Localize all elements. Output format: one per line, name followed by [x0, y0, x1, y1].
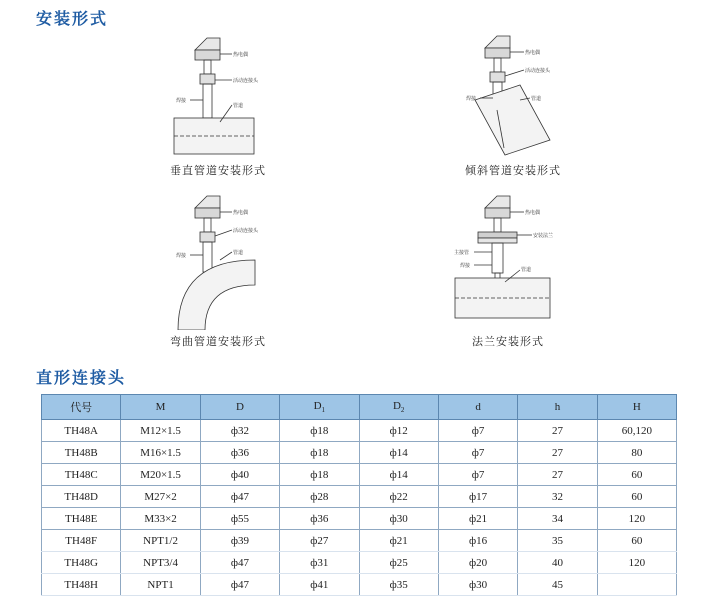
diagram-caption-flange: 法兰安装形式 — [472, 335, 544, 348]
cell-h-small: 40 — [518, 552, 597, 574]
cell-d1: ф18 — [280, 420, 359, 442]
cell-d2: ф25 — [359, 552, 438, 574]
header-d1: $D_1$ — [280, 395, 359, 420]
label-union: 活动连接头 — [233, 228, 259, 234]
cell-m: M12×1.5 — [121, 420, 200, 442]
label-pipe: 管道 — [233, 250, 244, 256]
cell-d2: ф35 — [359, 574, 438, 596]
cell-d: ф36 — [200, 442, 279, 464]
cell-code: TH48A — [42, 420, 121, 442]
cell-d: ф47 — [200, 552, 279, 574]
table-row — [42, 464, 677, 486]
curved-pipe-diagram — [160, 190, 280, 330]
cell-h-small: 34 — [518, 508, 597, 530]
cell-m: NPT1 — [121, 574, 200, 596]
table-row — [42, 486, 677, 508]
cell-small-d: ф17 — [438, 486, 517, 508]
label-thermocouple: 热电偶 — [525, 50, 541, 56]
flange-diagram — [440, 190, 570, 330]
label-weld: 焊接 — [176, 98, 187, 104]
cell-d: ф55 — [200, 508, 279, 530]
label-weld: 焊接 — [466, 96, 477, 102]
label-weld: 焊接 — [460, 263, 471, 269]
install-section-title: 安装形式 — [36, 9, 109, 28]
cell-m: M33×2 — [121, 508, 200, 530]
label-pipe: 管道 — [521, 267, 532, 273]
cell-small-d: ф30 — [438, 574, 517, 596]
cell-h: 120 — [597, 508, 676, 530]
label-thermocouple: 热电偶 — [525, 210, 541, 216]
cell-d2: ф21 — [359, 530, 438, 552]
diagram-caption-vertical: 垂直管道安装形式 — [170, 164, 266, 177]
header-small-d: d — [438, 395, 517, 420]
table-header-row — [42, 395, 677, 420]
cell-d: ф32 — [200, 420, 279, 442]
cell-small-d: ф20 — [438, 552, 517, 574]
header-h: H — [597, 395, 676, 420]
cell-d2: ф14 — [359, 464, 438, 486]
label-pipe: 管道 — [233, 103, 244, 109]
cell-d1: ф28 — [280, 486, 359, 508]
cell-code: TH48H — [42, 574, 121, 596]
cell-h-small: 35 — [518, 530, 597, 552]
table-row — [42, 420, 677, 442]
label-flange: 安装法兰 — [533, 233, 554, 239]
cell-code: TH48F — [42, 530, 121, 552]
table-row — [42, 508, 677, 530]
cell-d1: ф41 — [280, 574, 359, 596]
cell-small-d: ф7 — [438, 464, 517, 486]
cell-d1: ф31 — [280, 552, 359, 574]
joint-section-title: 直形连接头 — [36, 368, 127, 387]
cell-code: TH48B — [42, 442, 121, 464]
cell-code: TH48D — [42, 486, 121, 508]
diagram-caption-inclined: 倾斜管道安装形式 — [465, 164, 561, 177]
label-thermocouple: 热电偶 — [233, 52, 249, 58]
cell-code: TH48C — [42, 464, 121, 486]
label-weld: 焊接 — [176, 253, 187, 259]
cell-h-small: 45 — [518, 574, 597, 596]
cell-h: 60 — [597, 486, 676, 508]
header-h-small: h — [518, 395, 597, 420]
cell-h: 60,120 — [597, 420, 676, 442]
table-row — [42, 574, 677, 596]
cell-h-small: 32 — [518, 486, 597, 508]
cell-d2: ф14 — [359, 442, 438, 464]
cell-d1: ф27 — [280, 530, 359, 552]
cell-code: TH48E — [42, 508, 121, 530]
cell-m: NPT1/2 — [121, 530, 200, 552]
cell-d2: ф12 — [359, 420, 438, 442]
label-union: 活动连接头 — [233, 78, 259, 84]
cell-d2: ф22 — [359, 486, 438, 508]
cell-d: ф47 — [200, 486, 279, 508]
cell-d1: ф18 — [280, 464, 359, 486]
header-d: D — [200, 395, 279, 420]
cell-d: ф39 — [200, 530, 279, 552]
cell-m: NPT3/4 — [121, 552, 200, 574]
cell-d: ф47 — [200, 574, 279, 596]
cell-h: 80 — [597, 442, 676, 464]
header-code: 代号 — [42, 395, 121, 420]
cell-h: 60 — [597, 464, 676, 486]
cell-h-small: 27 — [518, 442, 597, 464]
cell-d2: ф30 — [359, 508, 438, 530]
cell-d: ф40 — [200, 464, 279, 486]
label-thermocouple: 热电偶 — [233, 210, 249, 216]
diagram-caption-curved: 弯曲管道安装形式 — [170, 335, 266, 348]
cell-small-d: ф16 — [438, 530, 517, 552]
cell-small-d: ф7 — [438, 442, 517, 464]
cell-h-small: 27 — [518, 420, 597, 442]
table-row — [42, 530, 677, 552]
cell-h: 120 — [597, 552, 676, 574]
label-pipe: 管道 — [531, 96, 542, 102]
label-union: 活动连接头 — [525, 68, 551, 74]
cell-h: 60 — [597, 530, 676, 552]
label-main-pipe: 主接管 — [454, 250, 470, 256]
cell-h — [597, 574, 676, 596]
cell-h-small: 27 — [518, 464, 597, 486]
cell-small-d: ф7 — [438, 420, 517, 442]
header-m: M — [121, 395, 200, 420]
table-row — [42, 442, 677, 464]
cell-m: M27×2 — [121, 486, 200, 508]
cell-d1: ф36 — [280, 508, 359, 530]
spec-table — [41, 394, 677, 596]
table-row — [42, 552, 677, 574]
cell-code: TH48G — [42, 552, 121, 574]
cell-m: M20×1.5 — [121, 464, 200, 486]
vertical-pipe-diagram — [160, 30, 280, 160]
cell-d1: ф18 — [280, 442, 359, 464]
cell-small-d: ф21 — [438, 508, 517, 530]
header-d2: $D_2$ — [359, 395, 438, 420]
cell-m: M16×1.5 — [121, 442, 200, 464]
inclined-pipe-diagram — [440, 30, 570, 160]
